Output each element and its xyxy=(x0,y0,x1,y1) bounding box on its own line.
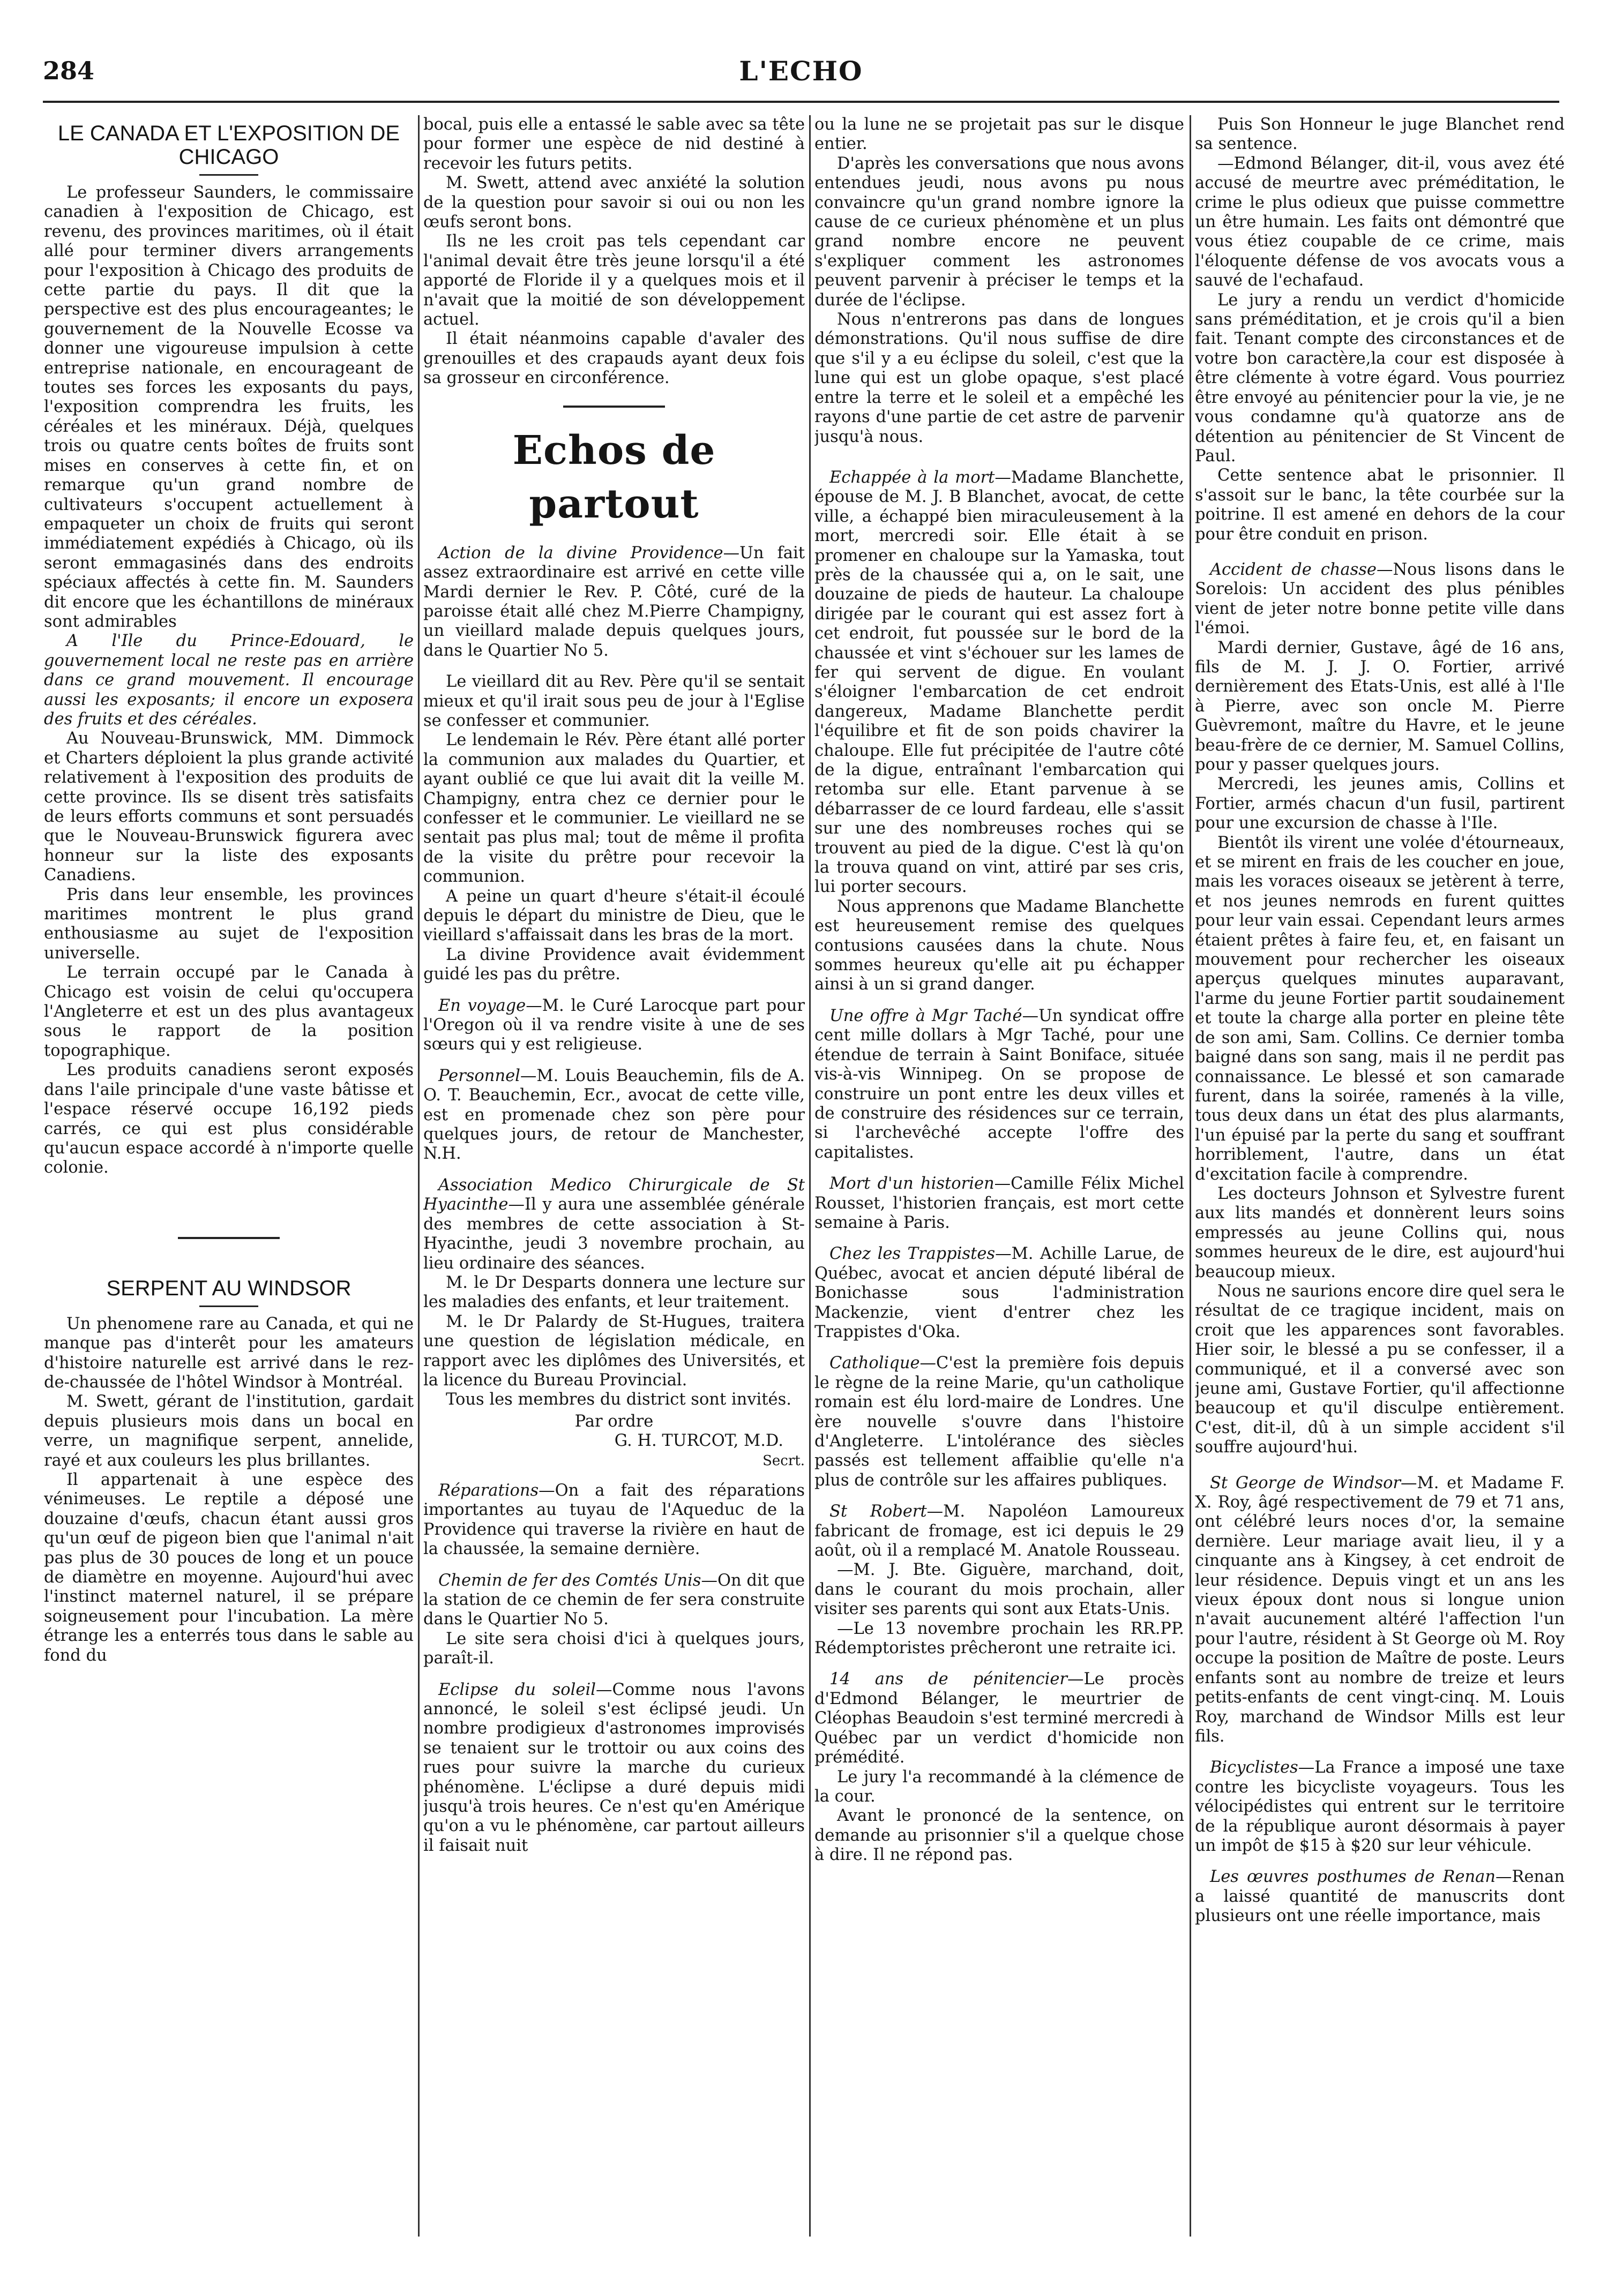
news-item xyxy=(814,1502,1184,1560)
item-text: —C'est la première fois depuis le règne de la reine Marie, qu'un catholique romain est élu lord-maire de Londres. Une ère nouvelle s'ouvre dans l'histoire d'Angleterre. L'intolérance des siècles passés est tellement affaiblie qu'elle n'a plus de contrôle sur les affaires publiques. xyxy=(814,1354,1184,1490)
paragraph: Ils ne les croit pas tels cependant car l'animal devait être très jeune lorsqu'il a été apporté de Floride il y a quelques mois et il n'avait que la moitié de son développement actuel. xyxy=(423,232,805,329)
item-label: St Robert xyxy=(829,1502,927,1521)
signature-order: Par ordre xyxy=(574,1412,654,1431)
title-rule xyxy=(199,1305,258,1307)
item-text: —Il y aura une assemblée générale des membres de cette association à St-Hyacinthe, jeudi 3 novembre prochain, au lieu ordinaire des séances. xyxy=(423,1195,805,1273)
item-text: —Nous lisons dans le Sorelois: Un accident des plus pénibles vient de jeter notre bonne petite ville dans l'émoi. xyxy=(1195,560,1565,638)
item-label: Bicyclistes xyxy=(1210,1758,1298,1777)
paragraph: Il était néanmoins capable d'avaler des grenouilles et des crapauds ayant deux fois sa grosseur en circonférence. xyxy=(423,329,805,388)
column-rule xyxy=(809,115,811,2237)
item-text: —Renan a laissé quantité de manuscrits dont plusieurs ont une réelle importance, mais xyxy=(1195,1867,1565,1926)
signature-title: Secrt. xyxy=(762,1452,805,1469)
paragraph: ou la lune ne se projetait pas sur le disque entier. xyxy=(814,115,1184,154)
paragraph: Mercredi, les jeunes amis, Collins et Fortier, armés chacun d'un fusil, partirent pour une excursion de chasse à l'Ile. xyxy=(1195,775,1565,833)
item-label: Les œuvres posthumes de Renan xyxy=(1210,1867,1496,1887)
title-rule xyxy=(199,174,258,176)
item-label: Catholique xyxy=(829,1354,920,1373)
news-item xyxy=(1195,1474,1565,1747)
paragraph: Nous n'entrerons pas dans de longues démonstrations. Qu'il nous suffise de dire que s'il y a eu éclipse du soleil, c'est que la lune qui est un globe opaque, s'est placé entre la terre et le soleil et a empêché les rayons d'une partie de cet astre de parvenir jusqu'à nous. xyxy=(814,310,1184,446)
item-text: —On a fait des réparations importantes au tuyau de l'Aqueduc de la Providence qui traverse la rivière en haut de la chaussée, la semaine dernière. xyxy=(423,1481,805,1559)
paragraph: Pris dans leur ensemble, les provinces maritimes montrent le plus grand enthousiasme au sujet de l'exposition universelle. xyxy=(44,885,414,963)
paragraph: M. le Dr Palardy de St-Hugues, traitera une question de législation médicale, en rapport avec les diplômes des Universités, et la licence du Bureau Provincial. xyxy=(423,1312,805,1390)
paragraph: Le professeur Saunders, le commissaire canadien à l'exposition de Chicago, est revenu, des provinces maritimes, où il était allé pour terminer divers arrangements pour l'exposition à Chicago des produits de cette partie du pays. Il dit que la perspective est des plus encourageantes; le gouvernement de la Nouvelle Ecosse va donner une vigoureuse impulsion à cette entreprise nationale, en encourageant de toutes ses forces les exposants du pays, l'exposition comprendra les fruits, les céréales et les minéraux. Déjà, quelques trois ou quatre cents boîtes de fruits sont mises en conserves à cette fin, et on remarque qu'un grand nombre de cultivateurs s'occupent actuellement à empaqueter un choix de fruits qui seront immédiatement expédiés à Chicago, où ils seront emmagasinés dans des endroits spéciaux affectés à cette fin. M. Saunders dit encore que les échantillons de minéraux sont admirables xyxy=(44,183,414,631)
item-text: —Madame Blanchette, épouse de M. J. B Blanchet, avocat, de cette ville, a échappé bien miraculeusement à la mort, mercredi soir. Elle était à se promener en chaloupe sur la Yamaska, tout près de la chaussée qui a, on le sait, une douzaine de pieds de hauteur. La chaloupe dirigée par le courant qui est assez fort à cet endroit, fut poussée sur le bord de la chaussée et vint s'échouer sur les lames de fer qui servent de digue. En voulant s'éloigner l'embarcation de cet endroit dangereux, Madame Blanchette perdit l'équilibre et fit de son poids chavirer la chaloupe. Elle fut précipitée de l'autre côté de la digue, entraînant l'embarcation qui retomba sur elle. Etant parvenue à se débarrasser de ce lourd fardeau, elle s'assit sur une des nombreuses roches qui se trouvent au pied de la digue. C'est là qu'on la trouva quand on vint, attiré par ses cris, lui porter secours. xyxy=(814,468,1184,897)
item-label: Une offre à Mgr Taché xyxy=(829,1006,1022,1025)
item-text: —M. le Curé Larocque part pour l'Oregon où il va rendre visite à une de ses sœurs qui y est religieuse. xyxy=(423,996,805,1054)
column-2 xyxy=(423,115,805,2237)
item-label: Accident de chasse xyxy=(1210,560,1377,579)
paragraph: M. Swett, attend avec anxiété la solution de la question pour savoir si oui ou non les œufs seront bons. xyxy=(423,174,805,232)
news-item xyxy=(423,1067,805,1164)
item-label: Action de la divine Providence xyxy=(438,543,723,562)
item-text: —M. Napoléon Lamoureux fabricant de fromage, est ici depuis le 29 août, où il a remplacé M. Anatole Rousseau. xyxy=(814,1502,1184,1560)
paragraph: Puis Son Honneur le juge Blanchet rend sa sentence. xyxy=(1195,115,1565,154)
news-item xyxy=(1195,560,1565,639)
paragraph: Le lendemain le Rév. Père étant allé porter la communion aux malades du Quartier, et ayant oublié ce que lui avait dit la veille M. Champigny, entra chez ce dernier pour le confesser et le communier. Le vieillard ne se sentait pas plus mal; tout de même il profita de la visite du prêtre pour recevoir la communion. xyxy=(423,731,805,887)
news-item xyxy=(423,544,805,661)
item-text: —M. Louis Beauchemin, fils de A. O. T. Beauchemin, Ecr., avocat de cette ville, est en promenade chez son père pour quelques jours, de retour de Manchester, N.H. xyxy=(423,1066,805,1164)
news-item xyxy=(423,1680,805,1856)
item-text: —On dit que la station de ce chemin de fer sera construite dans le Quartier No 5. xyxy=(423,1571,805,1629)
paragraph: Le jury l'a recommandé à la clémence de la cour. xyxy=(814,1767,1184,1806)
paragraph: La divine Providence avait évidemment guidé les pas du prêtre. xyxy=(423,945,805,984)
column-4 xyxy=(1195,115,1565,2237)
item-text: —Un syndicat offre cent mille dollars à Mgr Taché, pour une étendue de terrain à Saint Boniface, située vis-à-vis Winnipeg. On se propose de construire un pont entre les deux villes et de construire des résidences sur ce terrain, si l'archevêché accepte l'offre des capitalistes. xyxy=(814,1006,1184,1162)
item-label: Eclipse du soleil xyxy=(438,1680,596,1699)
separator-rule xyxy=(178,1237,280,1239)
item-label: Chemin de fer des Comtés Unis xyxy=(438,1571,701,1590)
paragraph: Le jury a rendu un verdict d'homicide sans préméditation, et je crois qu'il a bien fait. Tenant compte des circonstances et de votre bon caractère,la cour est disposée à être clémente à votre égard. Vous pourriez être envoyé au pénitencier pour la vie, je ne vous condamne qu'à quatorze ans de détention au pénitencier de St Vincent de Paul. xyxy=(1195,290,1565,466)
masthead: L'ECHO xyxy=(739,55,863,87)
paragraph: —Edmond Bélanger, dit-il, vous avez été accusé de meurtre avec préméditation, le crime le plus odieux que puisse commettre un être humain. Les faits ont démontré que vous étiez coupable de ce crime, mais l'éloquente défense de vos avocats vous a sauvé de l'echafaud. xyxy=(1195,154,1565,290)
item-text: —Un fait assez extraordinaire est arrivé en cette ville Mardi dernier le Rev. P. Côté, curé de la paroisse était allé chez M.Pierre Champigny, un vieillard malade depuis quelques jours, dans le Quartier No 5. xyxy=(423,543,805,660)
paragraph: Cette sentence abat le prisonnier. Il s'assoit sur le banc, la tête courbée sur la poitrine. Il est amené en dehors de la cour pour être conduit en prison. xyxy=(1195,466,1565,544)
item-text: —Camille Félix Michel Rousset, l'historien français, est mort cette semaine à Paris. xyxy=(814,1174,1184,1232)
news-item xyxy=(814,1244,1184,1342)
news-item xyxy=(814,1354,1184,1490)
page-header xyxy=(43,51,1559,99)
paragraph: A l'Ile du Prince-Edouard, le gouvernement local ne reste pas en arrière dans ce grand mouvement. Il encourage aussi les exposants; il encore un exposera des fruits et des céréales. xyxy=(44,632,414,729)
item-text: —M. et Madame F. X. Roy, âgé respectivement de 79 et 71 ans, ont célébré leurs noces d'or, la semaine dernière. Leur mariage avait lieu, il y a cinquante ans à Kingsey, à cet endroit de leur résidence. Depuis vingt et un ans les vieux époux dont nous si longue union n'avait aucunement altéré l'affection l'un pour l'autre, résident à St George où M. Roy occupe la position de Maître de poste. Leurs enfants sont au nombre de treize et leurs petits-enfants de cent vingt-cinq. M. Louis Roy, marchand de Windsor Mills est leur fils. xyxy=(1195,1473,1565,1746)
item-text: —M. Achille Larue, de Québec, avocat et ancien député libéral de Bonichasse sous l'administration Mackenzie, vient d'entrer chez les Trappistes d'Oka. xyxy=(814,1244,1184,1341)
paragraph: Un phenomene rare au Canada, et qui ne manque pas d'interêt pour les amateurs d'histoire naturelle est arrivé dans le rez-de-chaussée de l'hôtel Windsor à Montréal. xyxy=(44,1314,414,1392)
item-label: Réparations xyxy=(438,1481,539,1500)
news-item xyxy=(423,1481,805,1559)
item-label: Mort d'un historien xyxy=(829,1174,995,1194)
paragraph: Nous apprenons que Madame Blanchette est heureusement remise des quelques contusions causées dans la chute. Nous sommes heureux qu'elle ait pu échapper ainsi à un si grand danger. xyxy=(814,897,1184,994)
item-text: —Comme nous l'avons annoncé, le soleil s'est éclipsé jeudi. Un nombre prodigieux d'astronomes improvisés se tenaient sur le trottoir ou aux coins des rues pour suivre la marche du curieux phénomène. L'éclipse a duré depuis midi jusqu'à trois heures. Ce n'est qu'en Amérique qu'on a vu le phénomène, car partout ailleurs il faisait nuit xyxy=(423,1680,805,1855)
news-item xyxy=(423,1571,805,1630)
paragraph: —Le 13 novembre prochain les RR.PP. Rédemptoristes prêcheront une retraite ici. xyxy=(814,1619,1184,1658)
news-item xyxy=(1195,1867,1565,1926)
column-rule xyxy=(1190,115,1191,2237)
item-label: St George de Windsor xyxy=(1210,1473,1401,1492)
news-item xyxy=(1195,1758,1565,1856)
page-number: 284 xyxy=(43,56,95,85)
paragraph: Mardi dernier, Gustave, âgé de 16 ans, fils de M. J. J. O. Fortier, arrivé dernièrement des Etats-Unis, est allé à l'Ile à Pierre, avec son oncle M. Pierre Guèvremont, maître du Havre, et le jeune beau-frère de ce dernier, M. Samuel Collins, pour y passer quelques jours. xyxy=(1195,638,1565,774)
column-1 xyxy=(44,115,414,2237)
item-text: —Le procès d'Edmond Bélanger, le meurtrier de Cléophas Beaudoin s'est terminé mercredi à Québec par un verdict d'homicide non prémédité. xyxy=(814,1670,1184,1767)
article-title: LE CANADA ET L'EXPOSITION DE CHICAGO xyxy=(57,122,400,169)
paragraph: Les docteurs Johnson et Sylvestre furent aux lits mandés et donnèrent leurs soins empressés au jeune Collins qui, nous sommes heureux de le dire, est aujourd'hui beaucoup mieux. xyxy=(1195,1184,1565,1281)
item-label: Echappée à la mort xyxy=(829,468,995,487)
paragraph: Avant le prononcé de la sentence, on demande au prisonnier s'il a quelque chose à dire. Il ne répond pas. xyxy=(814,1806,1184,1865)
paragraph: Il appartenait à une espèce des vénimeuses. Le reptile a déposé une douzaine d'œufs, chacun étant aussi gros qu'un œuf de pigeon bien que l'animal n'ait pas plus de 30 pouces de long et un pouce de diamètre en moyenne. Aujourd'hui avec l'instinct maternel naturel, il se prépare soigneusement pour l'incubation. La mère étrange les a enterrés tous dans le sable au fond du xyxy=(44,1470,414,1665)
section-title: Echos de partout xyxy=(512,427,716,527)
item-label: En voyage xyxy=(438,996,526,1015)
paragraph: Les produits canadiens seront exposés dans l'aile principale d'une vaste bâtisse et l'espace réservé occupe 16,192 pieds carrés, ce qui est plus considérable qu'aucun espace accordé à n'importe quelle colonie. xyxy=(44,1061,414,1177)
news-item xyxy=(814,468,1184,897)
news-item xyxy=(814,1670,1184,1767)
separator-rule xyxy=(563,406,665,408)
item-label: Association Medico Chirurgicale de St Hyacinthe xyxy=(423,1175,805,1214)
news-item xyxy=(814,1174,1184,1233)
paragraph: Le site sera choisi d'ici à quelques jours, paraît-il. xyxy=(423,1629,805,1668)
paragraph: M. le Dr Desparts donnera une lecture sur les maladies des enfants, et leur traitement. xyxy=(423,1273,805,1312)
news-item xyxy=(814,1007,1184,1162)
item-label: 14 ans de pénitencier xyxy=(829,1670,1068,1689)
paragraph: bocal, puis elle a entassé le sable avec sa tête pour former une espèce de nid destiné à recevoir les futurs petits. xyxy=(423,115,805,173)
item-label: Personnel xyxy=(438,1066,520,1085)
paragraph: Bientôt ils virent une volée d'étourneaux, et se mirent en frais de les coucher en joue, mais les voraces oiseaux se jetèrent à terre, et nos jeunes nemrods en furent quittes pour leur vain essai. Cependant leurs armes étaient prêtes à faire feu, et, en faisant un mouvement pour rechercher les oiseaux aperçus quelques minutes auparavant, l'arme du jeune Fortier partit soudainement et toute la charge alla porter en pleine tête de son ami, Sam. Collins. Ce dernier tomba baigné dans son sang, mais il ne perdit pas connaissance. Le blessé et son camarade furent, dans la soirée, ramenés à la ville, tous deux dans un état des plus alarmants, l'un épuisé par la perte du sang et souffrant horriblement, l'autre, dans un état d'excitation facile à comprendre. xyxy=(1195,833,1565,1184)
header-rule xyxy=(43,101,1559,103)
item-label: Chez les Trappistes xyxy=(829,1244,996,1264)
column-rule xyxy=(418,115,420,2237)
paragraph: D'après les conversations que nous avons entendues jeudi, nous avons pu nous convaincre qu'un grand nombre ignore la cause de ce curieux phénomène et un plus grand nombre encore ne peuvent s'expliquer comment les astronomes peuvent parvenir à préciser le temps et la durée de l'éclipse. xyxy=(814,154,1184,310)
paragraph: Tous les membres du district sont invités. xyxy=(446,1390,791,1409)
item-text: —La France a imposé une taxe contre les bicycliste voyageurs. Tous les vélocipédistes qui entrent sur le territoire de la république auront désormais à payer un impôt de $15 à $20 sur leur véhicule. xyxy=(1195,1758,1565,1855)
paragraph: Au Nouveau-Brunswick, MM. Dimmock et Charters déploient la plus grande activité relativement à l'exposition des produits de cette province. Ils se disent très satisfaits de leurs efforts communs et sont persuadés que le Nouveau-Brunswick figurera avec honneur sur la liste des exposants Canadiens. xyxy=(44,729,414,885)
paragraph: Nous ne saurions encore dire quel sera le résultat de ce tragique incident, mais on croit que les apparences sont favorables. Hier soir, le blessé a pu se confesser, il a communiqué, et il a conversé avec son jeune ami, Gustave Fortier, qu'il affectionne beaucoup et qu'il disculpe entièrement. C'est, dit-il, dû à un simple accident s'il souffre aujourd'hui. xyxy=(1195,1281,1565,1457)
article-title: SERPENT AU WINDSOR xyxy=(106,1276,352,1300)
paragraph: —M. J. Bte. Giguère, marchand, doit, dans le courant du mois prochain, aller visiter ses parents qui sont aux Etats-Unis. xyxy=(814,1560,1184,1619)
column-3 xyxy=(814,115,1184,2237)
signature-name: G. H. TURCOT, M.D. xyxy=(614,1431,783,1451)
paragraph: Le terrain occupé par le Canada à Chicago est voisin de celui qu'occupera l'Angleterre et est un des plus avantageux sous le rapport de la position topographique. xyxy=(44,963,414,1060)
paragraph: A peine un quart d'heure s'était-il écoulé depuis le départ du ministre de Dieu, que le vieillard s'affaissait dans les bras de la mort. xyxy=(423,887,805,945)
news-item xyxy=(423,1176,805,1273)
news-item xyxy=(423,996,805,1055)
paragraph: Le vieillard dit au Rev. Père qu'il se sentait mieux et qu'il irait sous peu de jour à l'Eglise se confesser et communier. xyxy=(423,672,805,730)
paragraph: M. Swett, gérant de l'institution, gardait depuis plusieurs mois dans un bocal en verre, un magnifique serpent, annelide, rayé et aux couleurs les plus brillantes. xyxy=(44,1392,414,1470)
